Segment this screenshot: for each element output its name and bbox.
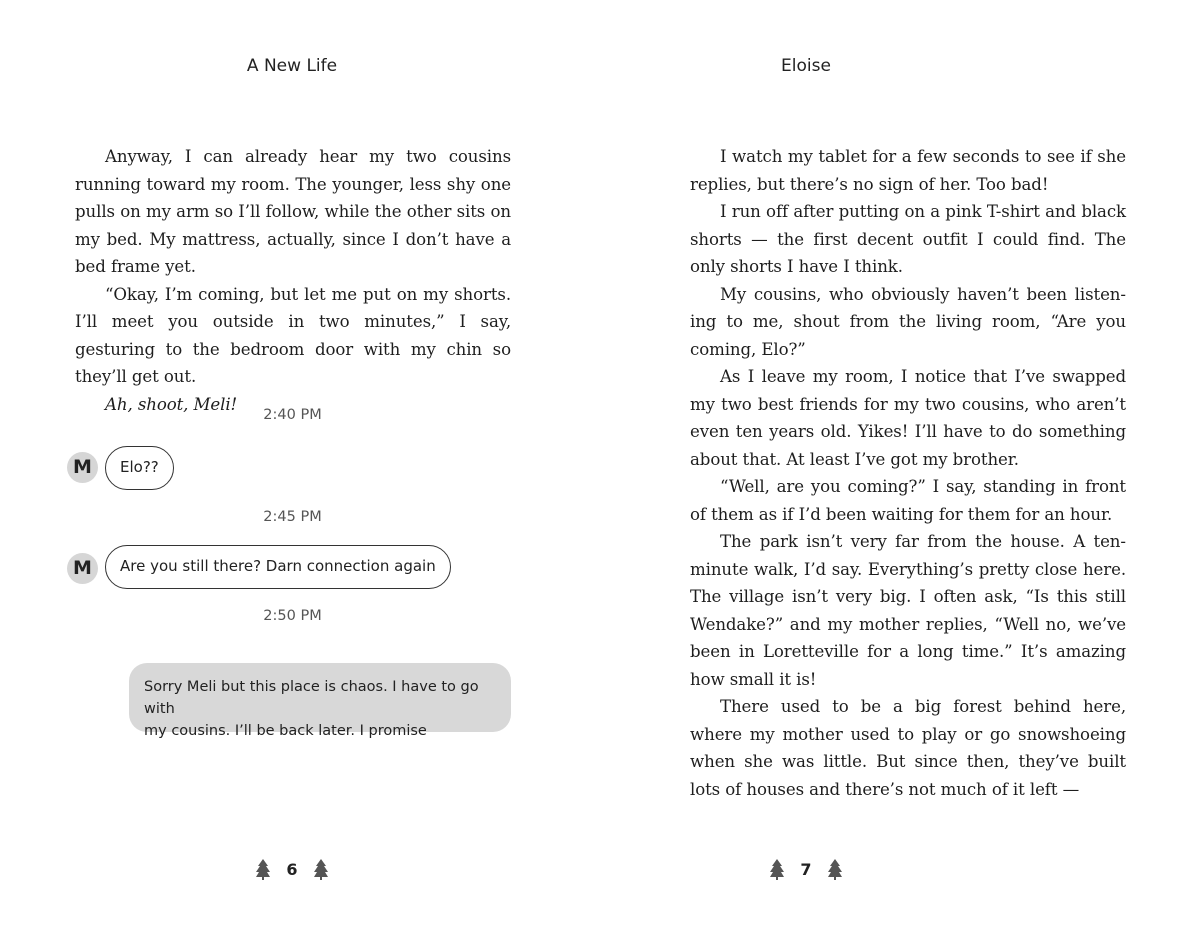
- paragraph: Anyway, I can already hear my two cousins running toward my room. The younger, less shy one pulls on my arm so I’ll follow, while the other sits on my bed. My mattress, actually, since I don’t have a bed frame yet.: [75, 147, 511, 276]
- page-number: 7: [800, 859, 812, 879]
- pine-tree-icon: [769, 858, 785, 880]
- incoming-message-bubble: Are you still there? Darn connection again: [105, 545, 451, 589]
- message-line: my cousins. I’ll be back later. I promise: [144, 723, 427, 739]
- page-folio: [506, 858, 1106, 880]
- pine-tree-icon: [313, 858, 329, 880]
- running-head: Eloise: [781, 56, 831, 76]
- avatar: M: [67, 452, 98, 483]
- message-line: Sorry Meli but this place is chaos. I have to go with: [144, 679, 479, 717]
- paragraph: My cousins, who obviously haven’t been listening to me, shout from the living room, “Are you coming, Elo?”: [690, 284, 1126, 359]
- pine-tree-icon: [255, 858, 271, 880]
- page-folio: [0, 858, 592, 880]
- body-text: [690, 143, 1126, 803]
- paragraph: The park isn’t very far from the house. A tenminute walk, I’d say. Everything’s pretty close here. The village isn’t very big. I often ask, “Is this still Wendake?” and my mother replies, “Well no, we’ve been in Loretteville for a long time.” It’s amazing how small it is!: [690, 532, 1126, 689]
- paragraph: There used to be a big forest behind here, where my mother used to play or go snowshoeing when she was little. But since then, they’ve built lots of houses and there’s not much of it left —: [690, 697, 1126, 799]
- avatar: M: [67, 553, 98, 584]
- pine-tree-icon: [827, 858, 843, 880]
- paragraph: “Okay, I’m coming, but let me put on my shorts. I’ll meet you outside in two minutes,” I say, gesturing to the bedroom door with my chin so they’ll get out.: [75, 284, 511, 386]
- right-page: [600, 0, 1200, 930]
- paragraph: “Well, are you coming?” I say, standing in front of them as if I’d been waiting for them for an hour.: [690, 477, 1126, 524]
- chat-timestamp: 2:40 PM: [263, 407, 322, 423]
- paragraph: As I leave my room, I notice that I’ve swapped my two best friends for my two cousins, who aren’t even ten years old. Yikes! I’ll have to do something about that. At least I’ve got my brother.: [690, 367, 1126, 469]
- body-text: [75, 143, 511, 418]
- running-head: A New Life: [246, 56, 338, 76]
- paragraph: Ah, shoot, Meli!: [105, 394, 238, 414]
- paragraph: I watch my tablet for a few seconds to see if she replies, but there’s no sign of her. Too bad!: [690, 147, 1126, 194]
- incoming-message-bubble: Elo??: [105, 446, 174, 490]
- paragraph: I run off after putting on a pink T-shirt and black shorts — the first decent outfit I could find. The only shorts I have I think.: [690, 202, 1126, 276]
- chat-timestamp: 2:50 PM: [263, 608, 322, 624]
- page-number: 6: [286, 859, 298, 879]
- chat-timestamp: 2:45 PM: [263, 509, 322, 525]
- outgoing-message-bubble: [129, 663, 511, 739]
